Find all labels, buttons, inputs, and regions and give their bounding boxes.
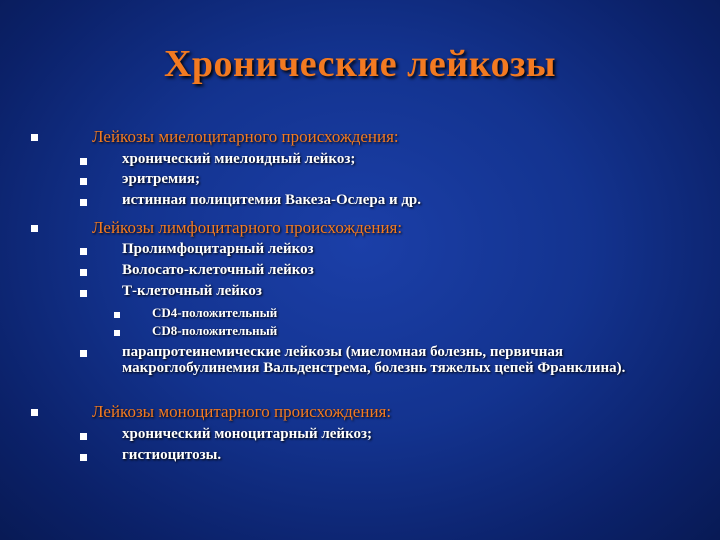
list-item: хронический миелоидный лейкоз;: [122, 151, 356, 167]
square-bullet-icon: [80, 158, 87, 165]
list-item: гистиоцитозы.: [122, 447, 222, 463]
square-bullet-icon: [114, 330, 120, 336]
section-heading: Лейкозы миелоцитарного происхождения:: [92, 127, 399, 146]
list-item: Т-клеточный лейкоз: [122, 283, 262, 299]
list-item: эритремия;: [122, 171, 200, 187]
slide-title: Хронические лейкозы: [163, 43, 557, 85]
square-bullet-icon: [80, 199, 87, 206]
list-item: Волосато-клеточный лейкоз: [122, 262, 314, 278]
sub-list-item: CD4-положительный: [152, 305, 278, 320]
square-bullet-icon: [80, 350, 87, 357]
section-heading: Лейкозы лимфоцитарного происхождения:: [92, 218, 403, 237]
list-item: парапротеинемические лейкозы (миеломная болезнь, первичная макроглобулинемия Вальденстрема, болезнь тяжелых цепей Франклина).: [122, 344, 626, 376]
square-bullet-icon: [80, 454, 87, 461]
square-bullet-icon: [31, 134, 38, 141]
square-bullet-icon: [31, 225, 38, 232]
list-item: истинная полицитемия Вакеза-Ослера и др.: [122, 192, 422, 208]
square-bullet-icon: [31, 409, 38, 416]
list-item: хронический моноцитарный лейкоз;: [122, 426, 373, 442]
square-bullet-icon: [80, 269, 87, 276]
square-bullet-icon: [80, 248, 87, 255]
square-bullet-icon: [114, 312, 120, 318]
section-heading: Лейкозы моноцитарного происхождения:: [92, 402, 392, 421]
square-bullet-icon: [80, 178, 87, 185]
list-item: Пролимфоцитарный лейкоз: [122, 241, 314, 257]
sub-list-item: CD8-положительный: [152, 323, 278, 338]
square-bullet-icon: [80, 290, 87, 297]
square-bullet-icon: [80, 433, 87, 440]
